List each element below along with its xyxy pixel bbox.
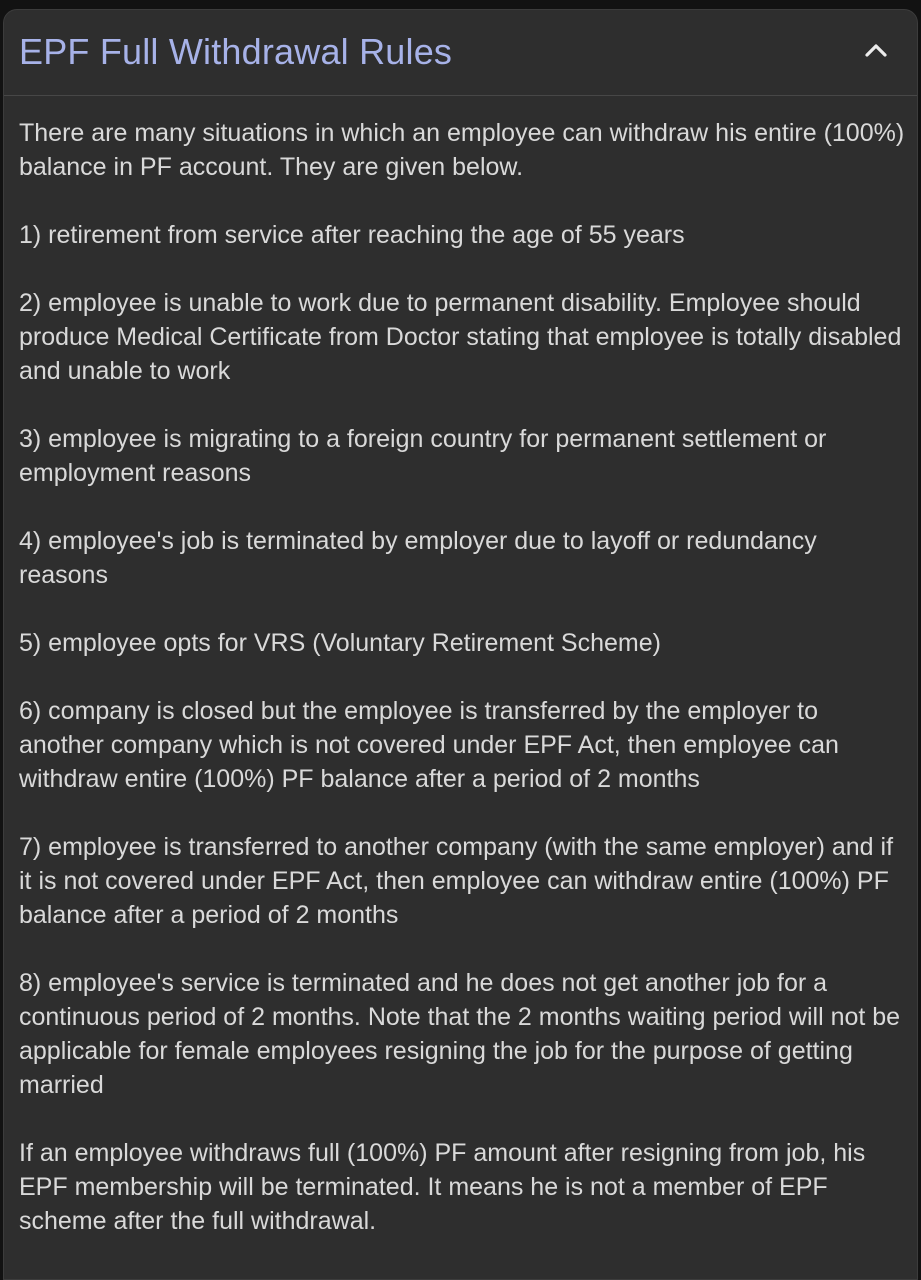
card-title: EPF Full Withdrawal Rules xyxy=(19,30,453,72)
chevron-up-icon xyxy=(863,41,889,59)
rule-item-3: 3) employee is migrating to a foreign country for permanent settlement or employment reasons xyxy=(19,425,827,487)
intro-text: There are many situations in which an employee can withdraw his entire (100%) balance in PF account. They are given below. xyxy=(19,119,905,181)
rule-item-4: 4) employee's job is terminated by employer due to layoff or redundancy reasons xyxy=(19,527,817,589)
rule-item-6: 6) company is closed but the employee is transferred by the employer to another company which is not covered under EPF Act, then employee can withdraw entire (100%) PF balance after a period of 2 months xyxy=(19,697,839,793)
rule-item-2: 2) employee is unable to work due to permanent disability. Employee should produce Medical Certificate from Doctor stating that employee is totally disabled and unable to work xyxy=(19,289,902,385)
rule-item-7: 7) employee is transferred to another company (with the same employer) and if it is not covered under EPF Act, then employee can withdraw entire (100%) PF balance after a period of 2 months xyxy=(19,833,894,929)
card-content xyxy=(4,96,917,1238)
collapse-toggle-button[interactable] xyxy=(851,25,901,75)
rule-item-8: 8) employee's service is terminated and he does not get another job for a continuous period of 2 months. Note that the 2 months waiting period will not be applicable for female employees resigning the job for the purpose of getting married xyxy=(19,969,901,1099)
rule-item-5: 5) employee opts for VRS (Voluntary Retirement Scheme) xyxy=(19,629,661,657)
rule-item-1: 1) retirement from service after reaching the age of 55 years xyxy=(19,221,685,249)
card-header[interactable] xyxy=(4,10,917,96)
epf-rules-card xyxy=(3,9,918,1280)
footer-note: If an employee withdraws full (100%) PF amount after resigning from job, his EPF membership will be terminated. It means he is not a member of EPF scheme after the full withdrawal. xyxy=(19,1139,866,1235)
